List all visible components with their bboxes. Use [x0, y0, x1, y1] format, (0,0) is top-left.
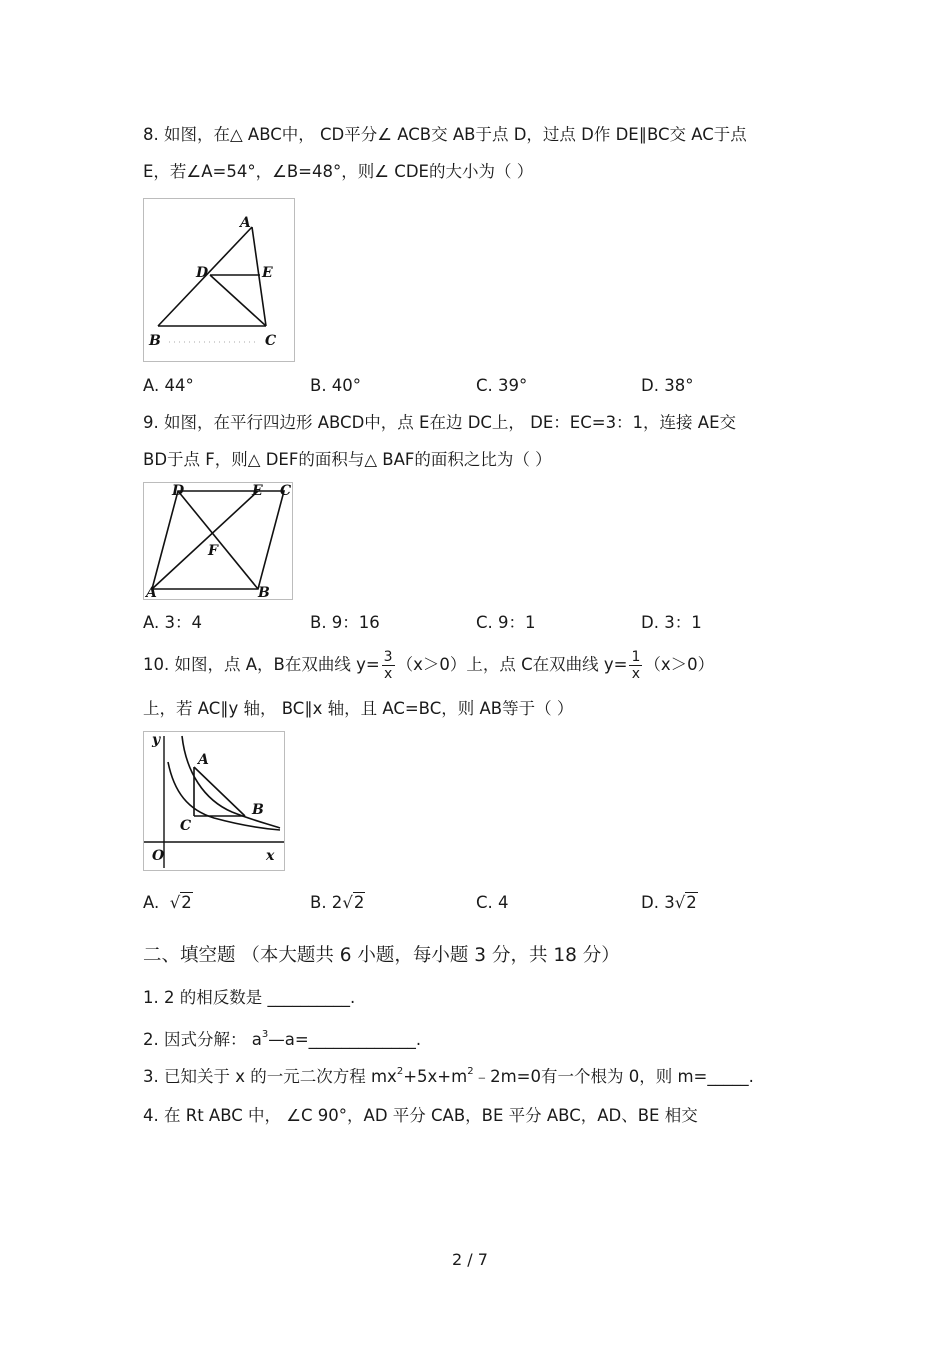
- q10-label-c: C: [180, 818, 192, 834]
- q9-option-a: A. 3：4: [143, 613, 202, 632]
- q10-figure: [143, 731, 285, 871]
- q8-option-c: C. 39°: [476, 376, 528, 395]
- q9-option-d: D. 3：1: [641, 613, 702, 632]
- q9-option-b: B. 9：16: [310, 613, 380, 632]
- fill-q2-sup: 3: [261, 1029, 269, 1040]
- q10-option-b-radicand: 2: [353, 893, 365, 912]
- q9-label-c: C: [280, 483, 292, 499]
- q10-fraction-1: [382, 649, 395, 682]
- q10-frac2-den: x: [631, 666, 641, 682]
- sqrt-icon: √2: [169, 893, 192, 912]
- q9-option-c: C. 9：1: [476, 613, 536, 632]
- q10-option-d-label: D. 3: [641, 893, 675, 912]
- q10-text-mid: （x＞0）上，点 C在双曲线 y=: [396, 655, 628, 674]
- fill-q1: 1. 2 的相反数是 __________.: [143, 988, 356, 1007]
- q10-option-d: [641, 892, 698, 914]
- fill-q2-pre: 2. 因式分解： a: [143, 1030, 262, 1049]
- q10-option-c: C. 4: [476, 893, 509, 912]
- fill-q3-pre: 3. 已知关于 x 的一元二次方程 mx: [143, 1067, 397, 1086]
- q8-option-b: B. 40°: [310, 376, 362, 395]
- q10-option-a-label: A.: [143, 893, 160, 912]
- q8-figure: [143, 198, 295, 362]
- fill-q3: [143, 1061, 754, 1088]
- q8-label-e: E: [262, 265, 273, 281]
- fill-q3-mid: +5x+m: [403, 1067, 468, 1086]
- q10-option-a-radicand: 2: [181, 893, 192, 912]
- q10-label-y: y: [152, 732, 161, 748]
- fill-q2: [143, 1024, 421, 1051]
- q9-label-a: A: [146, 585, 157, 599]
- q10-option-b: [310, 892, 365, 914]
- q10-frac1-num: 3: [383, 649, 393, 665]
- q10-option-a: [143, 892, 193, 914]
- page-number: 2 / 7: [452, 1250, 488, 1269]
- sqrt-icon: √2: [674, 893, 697, 912]
- q8-label-d: D: [196, 265, 209, 281]
- q8-label-a: A: [240, 215, 251, 231]
- fill-q4: 4. 在 Rt ABC 中， ∠C 90°，AD 平分 CAB，BE 平分 ABC，AD、BE 相交: [143, 1106, 698, 1125]
- q10-label-o: O: [152, 848, 165, 864]
- q9-label-f: F: [208, 543, 218, 559]
- q10-option-d-radicand: 2: [686, 893, 697, 912]
- q8-label-c: C: [265, 333, 277, 349]
- fill-q3-post: ﹣2m=0有一个根为 0，则 m=_____.: [473, 1067, 754, 1086]
- q9-label-d: D: [172, 483, 185, 499]
- fill-q2-post: —a=_____________.: [268, 1030, 422, 1049]
- q10-label-b: B: [252, 802, 264, 818]
- q10-fraction-2: [629, 649, 642, 682]
- q10-text-line2: 上，若 AC∥y 轴， BC∥x 轴，且 AC=BC，则 AB等于（ ）: [143, 699, 574, 718]
- section-title: 二、填空题 （本大题共 6 小题，每小题 3 分，共 18 分）: [143, 945, 620, 966]
- q9-label-e: E: [252, 483, 263, 499]
- q8-label-b: B: [149, 333, 161, 349]
- q8-text-line1: 8. 如图，在△ ABC中， CD平分∠ ACB交 AB于点 D，过点 D作 DE∥BC交 AC于点: [143, 125, 747, 144]
- fill-q3-sup2: 2: [467, 1066, 474, 1077]
- q9-label-b: B: [258, 585, 270, 599]
- q9-text-line2: BD于点 F，则△ DEF的面积与△ BAF的面积之比为（ ）: [143, 450, 552, 469]
- q8-option-a: A. 44°: [143, 376, 194, 395]
- q8-option-d: D. 38°: [641, 376, 694, 395]
- q10-frac2-num: 1: [631, 649, 641, 665]
- q10-option-b-label: B. 2: [310, 893, 343, 912]
- q10-label-x: x: [266, 848, 275, 864]
- fill-q3-sup1: 2: [396, 1066, 404, 1077]
- sqrt-icon: √2: [342, 893, 365, 912]
- q10-frac1-den: x: [383, 666, 393, 682]
- q10-text-pre: 10. 如图，点 A，B在双曲线 y=: [143, 655, 380, 674]
- q10-label-a: A: [198, 752, 209, 768]
- q9-text-line1: 9. 如图，在平行四边形 ABCD中，点 E在边 DC上， DE：EC=3：1，连接 AE交: [143, 413, 737, 432]
- q10-text-post: （x＞0）: [644, 655, 715, 674]
- q8-text-line2: E，若∠A=54°，∠B=48°，则∠ CDE的大小为（ ）: [143, 162, 534, 181]
- q9-figure: [143, 482, 293, 600]
- q10-text-line1: [143, 648, 714, 682]
